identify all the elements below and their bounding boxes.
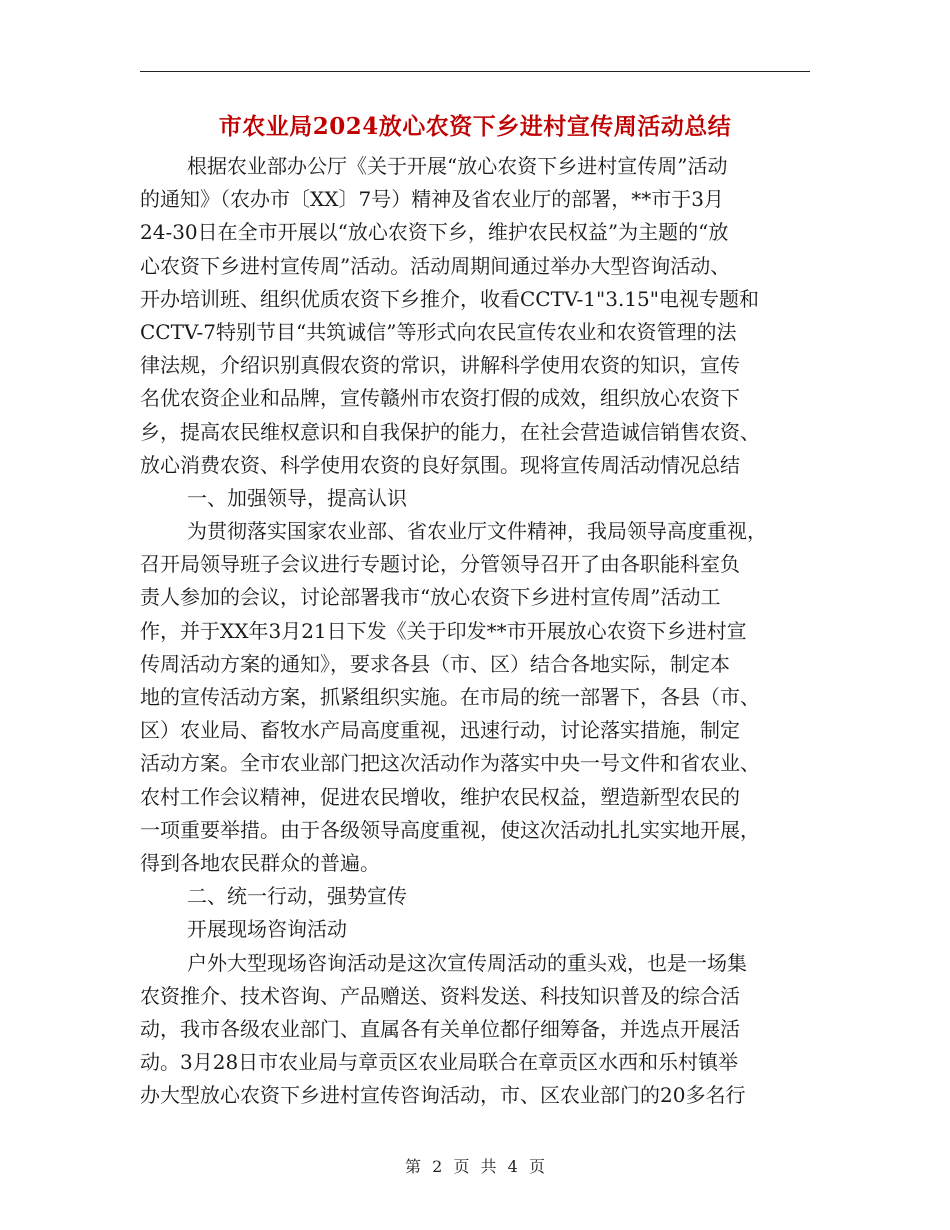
text-line: 活动方案。全市农业部门把这次活动作为落实中央一号文件和省农业、 — [140, 751, 760, 776]
text-line: 的通知》（农办市〔XX〕7号）精神及省农业厅的部署，**市于3月 — [140, 187, 724, 212]
footer-page-label: 页 — [453, 1157, 470, 1176]
footer-suffix: 页 — [528, 1157, 545, 1176]
text-line: 开办培训班、组织优质农资下乡推介，收看CCTV-1"3.15"电视专题和 — [140, 286, 759, 311]
text-line: 为贯彻落实国家农业部、省农业厅文件精神，我局领导高度重视， — [187, 519, 767, 544]
text-line: 动。3月28日市农业局与章贡区农业局联合在章贡区水西和乐村镇举 — [140, 1050, 739, 1075]
page-footer — [0, 1154, 950, 1177]
footer-total-pages: 4 — [507, 1157, 518, 1176]
text-line: 放心消费农资、科学使用农资的良好氛围。现将宣传周活动情况总结 — [140, 452, 740, 477]
text-line: 地的宣传活动方案，抓紧组织实施。在市局的统一部署下，各县（市、 — [140, 685, 760, 709]
text-line: 农村工作会议精神，促进农民增收，维护农民权益，塑造新型农民的 — [140, 784, 740, 809]
text-line: 责人参加的会议，讨论部署我市“放心农资下乡进村宣传周”活动工 — [140, 585, 721, 610]
text-line: 传周活动方案的通知》，要求各县（市、区）结合各地实际，制定本 — [140, 651, 730, 676]
text-line: 24-30日在全市开展以“放心农资下乡，维护农民权益”为主题的“放 — [140, 220, 729, 245]
footer-page-number: 2 — [432, 1157, 443, 1176]
text-line: 作，并于XX年3月21日下发《关于印发**市开展放心农资下乡进村宣 — [140, 618, 747, 643]
text-line: CCTV-7特别节目“共筑诚信”等形式向农民宣传农业和农资管理的法 — [140, 319, 737, 344]
header-rule — [140, 71, 810, 72]
document-title: 市农业局2024放心农资下乡进村宣传周活动总结 — [218, 113, 732, 140]
text-line: 乡，提高农民维权意识和自我保护的能力，在社会营造诚信销售农资、 — [140, 419, 760, 444]
text-line: 一、加强领导，提高认识 — [187, 485, 407, 510]
text-line: 得到各地农民群众的普遍。 — [140, 850, 380, 875]
text-line: 一项重要举措。由于各级领导高度重视，使这次活动扎扎实实地开展， — [140, 817, 760, 842]
text-line: 区）农业局、畜牧水产局高度重视，迅速行动，讨论落实措施，制定 — [140, 718, 740, 743]
text-line: 根据农业部办公厅《关于开展“放心农资下乡进村宣传周”活动 — [187, 154, 728, 178]
document-body — [140, 150, 810, 1112]
footer-prefix: 第 — [405, 1157, 422, 1176]
text-line: 户外大型现场咨询活动是这次宣传周活动的重头戏，也是一场集 — [187, 950, 747, 975]
text-line: 心农资下乡进村宣传周”活动。活动周期间通过举办大型咨询活动、 — [140, 253, 731, 278]
text-line: 召开局领导班子会议进行专题讨论，分管领导召开了由各职能科室负 — [140, 552, 740, 577]
text-line: 名优农资企业和品牌，宣传赣州市农资打假的成效，组织放心农资下 — [140, 386, 740, 411]
text-line: 办大型放心农资下乡进村宣传咨询活动，市、区农业部门的20多名行 — [140, 1083, 746, 1108]
footer-total-label: 共 — [480, 1157, 497, 1176]
text-line: 律法规，介绍识别真假农资的常识，讲解科学使用农资的知识，宣传 — [140, 353, 740, 378]
text-line: 农资推介、技术咨询、产品赠送、资料发送、科技知识普及的综合活 — [140, 983, 740, 1008]
text-line: 二、统一行动，强势宣传 — [187, 884, 407, 909]
text-line: 开展现场咨询活动 — [187, 917, 347, 942]
text-line: 动，我市各级农业部门、直属各有关单位都仔细筹备，并选点开展活 — [140, 1016, 740, 1041]
